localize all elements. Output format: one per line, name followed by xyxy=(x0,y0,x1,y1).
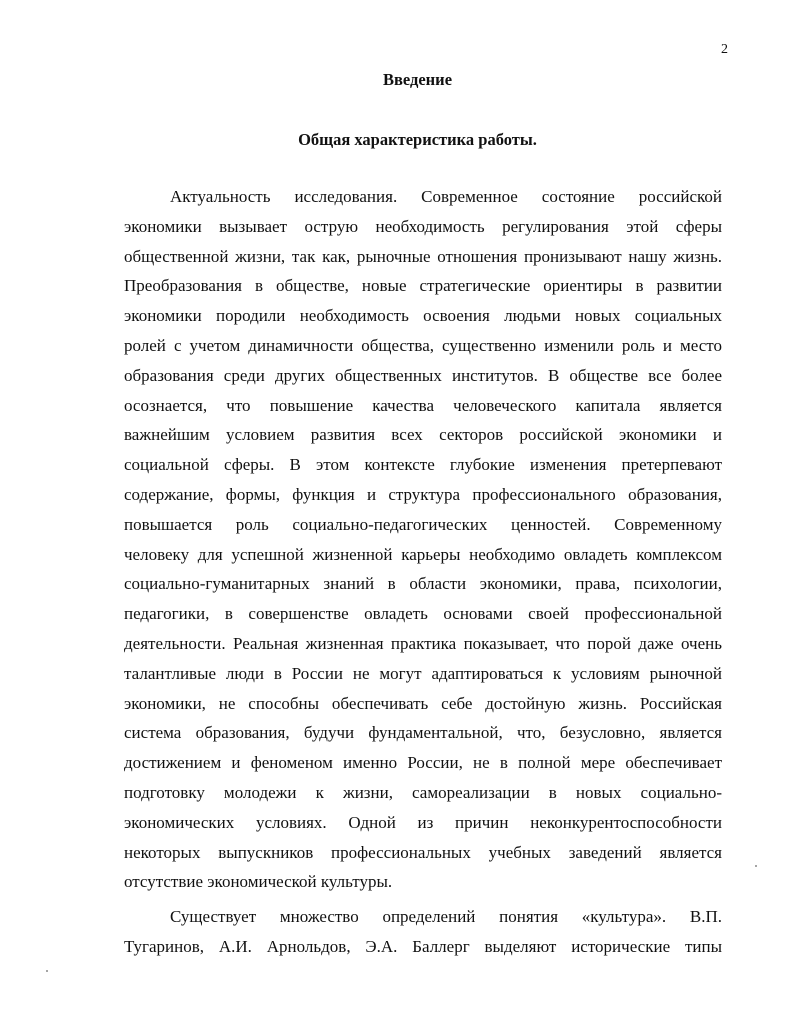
text-line: талантливые люди в России не могут адаптироваться к условиям рыночной xyxy=(124,663,722,683)
text-line: некоторых выпускников профессиональных учебных заведений является xyxy=(124,842,722,862)
text-line: экономики, не способны обеспечивать себе достойную жизнь. Российская xyxy=(124,693,722,713)
paragraph-culture xyxy=(124,902,722,962)
text-line: отсутствие экономической культуры. xyxy=(124,872,393,892)
text-line: достижением и феноменом именно России, не в полной мере обеспечивает xyxy=(124,753,722,773)
text-line: педагогики, в совершенстве овладеть основами своей профессиональной xyxy=(124,604,722,624)
text-line: социальной сферы. В этом контексте глубокие изменения претерпевают xyxy=(124,455,722,475)
paragraph-relevance xyxy=(124,182,722,897)
text-line: повышается роль социально-педагогических ценностей. Современному xyxy=(124,514,722,534)
page-title: Введение xyxy=(382,70,453,89)
scan-speck xyxy=(46,970,48,972)
text-line: важнейшим условием развития всех секторов российской экономики и xyxy=(124,425,722,445)
text-line: Преобразования в обществе, новые стратегические ориентиры в развитии xyxy=(124,276,722,296)
text-line: Существует множество определений понятия «культура». В.П. xyxy=(170,907,722,926)
text-line: Актуальность исследования. Современное состояние российской xyxy=(170,187,722,206)
text-line: экономики вызывает острую необходимость регулирования этой сферы xyxy=(124,216,722,236)
text-line: экономики породили необходимость освоения людьми новых социальных xyxy=(124,306,722,326)
page-number: 2 xyxy=(721,42,728,57)
scan-speck xyxy=(755,865,757,867)
text-line: социально-гуманитарных знаний в области экономики, права, психологии, xyxy=(124,574,722,594)
text-line: общественной жизни, так как, рыночные отношения пронизывают нашу жизнь. xyxy=(124,246,722,266)
section-title: Общая характеристика работы. xyxy=(298,130,537,149)
text-line: экономических условиях. Одной из причин неконкурентоспособности xyxy=(124,812,722,832)
text-line: человеку для успешной жизненной карьеры необходимо овладеть комплексом xyxy=(124,544,722,564)
text-line: ролей с учетом динамичности общества, существенно изменили роль и место xyxy=(124,335,722,355)
text-line: Тугаринов, А.И. Арнольдов, Э.А. Баллерг выделяют исторические типы xyxy=(124,936,722,956)
text-line: система образования, будучи фундаментальной, что, безусловно, является xyxy=(124,723,722,743)
text-line: образования среди других общественных институтов. В обществе все более xyxy=(124,365,722,385)
text-line: осознается, что повышение качества человеческого капитала является xyxy=(124,395,722,415)
text-line: подготовку молодежи к жизни, самореализации в новых социально- xyxy=(124,782,722,802)
text-line: содержание, формы, функция и структура профессионального образования, xyxy=(124,484,722,504)
text-line: деятельности. Реальная жизненная практика показывает, что порой даже очень xyxy=(124,633,722,653)
